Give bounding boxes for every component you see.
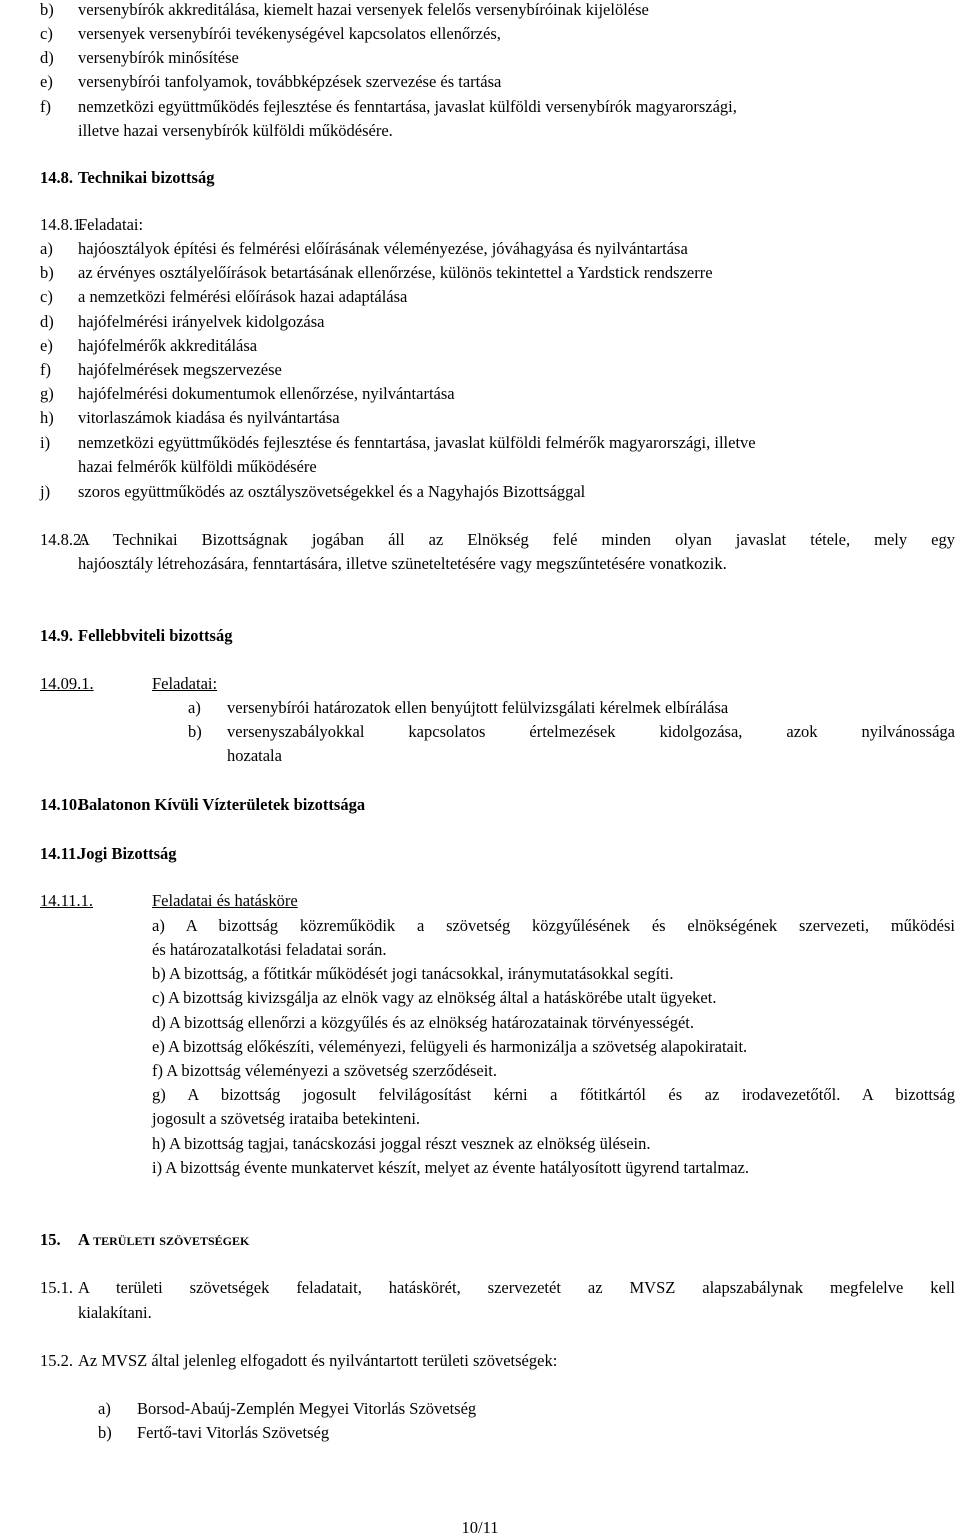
subsection-number: 14.8.1.: [40, 215, 86, 234]
paragraph-line: hajóosztály létrehozására, fenntartására, illetve szüneteltetésére vagy megszűntetésére vonatkozik.: [78, 554, 727, 573]
paragraph-line: d) A bizottság ellenőrzi a közgyűlés és az elnökség határozatainak törvényességét.: [152, 1013, 695, 1032]
list-item-text: hajófelmérési dokumentumok ellenőrzése, nyilvántartása: [78, 384, 455, 403]
list-item-text: hajófelmérési irányelvek kidolgozása: [78, 312, 325, 331]
list-label: a): [40, 239, 53, 258]
list-label: c): [40, 24, 53, 43]
list-label: a): [188, 698, 201, 717]
section-title: Jogi Bizottság: [78, 844, 177, 863]
section-title: A területi szövetségek: [78, 1230, 250, 1249]
subsection-title: Feladatai:: [78, 215, 144, 234]
list-label: e): [40, 336, 53, 355]
subsection-number: 14.09.1.: [40, 674, 94, 693]
list-label: i): [40, 433, 51, 452]
list-label: g): [40, 384, 54, 403]
list-item-text-continued: hazai felmérők külföldi működésére: [78, 457, 317, 476]
section-number: 14.10.: [40, 795, 82, 814]
list-item-text: hajóosztályok építési és felmérési előírásának véleményezése, jóváhagyása és nyilvántartása: [78, 239, 688, 258]
list-item-text: hajófelmérések megszervezése: [78, 360, 282, 379]
list-label: d): [40, 312, 54, 331]
list-label: b): [40, 0, 54, 19]
list-item-text: versenyek versenybírói tevékenységével kapcsolatos ellenőrzés,: [78, 24, 501, 43]
paragraph-line: g) A bizottság jogosult felvilágosítást kérni a főtitkártól és az irodavezetőtől. A bizottság: [152, 1085, 955, 1104]
paragraph-line: b) A bizottság, a főtitkár működését jogi tanácsokkal, iránymutatásokkal segíti.: [152, 964, 674, 983]
list-item-text-continued: hozatala: [227, 746, 282, 765]
list-item-text: a nemzetközi felmérési előírások hazai adaptálása: [78, 287, 408, 306]
paragraph-line: kialakítani.: [78, 1303, 152, 1322]
list-label: b): [188, 722, 202, 741]
subsection-number: 15.1.: [40, 1278, 73, 1297]
list-item-text: versenybírók minősítése: [78, 48, 239, 67]
section-title: Balatonon Kívüli Vízterületek bizottsága: [78, 795, 366, 814]
paragraph-line: c) A bizottság kivizsgálja az elnök vagy az elnökség által a hatáskörébe utalt ügyeket.: [152, 988, 717, 1007]
list-item-text: versenybírók akkreditálása, kiemelt hazai versenyek felelős versenybíróinak kijelölése: [78, 0, 649, 19]
list-label: b): [98, 1423, 112, 1442]
page-number: 10/11: [461, 1518, 499, 1537]
list-item-text: hajófelmérők akkreditálása: [78, 336, 258, 355]
list-item-text: nemzetközi együttműködés fejlesztése és fenntartása, javaslat külföldi felmérők magyarországi, illetve: [78, 433, 756, 452]
list-label: h): [40, 408, 54, 427]
section-number: 14.8.: [40, 168, 73, 187]
section-number: 15.: [40, 1230, 61, 1249]
list-label: d): [40, 48, 54, 67]
paragraph-line: jogosult a szövetség irataiba betekinteni.: [152, 1109, 421, 1128]
list-item-text: versenyszabályokkal kapcsolatos értelmezések kidolgozása, azok nyilvánossága: [227, 722, 955, 741]
section-number: 14.11.: [40, 844, 81, 863]
paragraph-line: és határozatalkotási feladatai során.: [152, 940, 387, 959]
list-item-text: nemzetközi együttműködés fejlesztése és fenntartása, javaslat külföldi versenybírók magyarországi,: [78, 97, 737, 116]
subsection-title: Feladatai és hatásköre: [152, 891, 298, 910]
list-item-text: Fertő-tavi Vitorlás Szövetség: [137, 1423, 330, 1442]
paragraph-line: e) A bizottság előkészíti, véleményezi, felügyeli és harmonizálja a szövetség alapokiratait.: [152, 1037, 748, 1056]
section-number: 14.9.: [40, 626, 73, 645]
list-label: j): [40, 482, 51, 501]
list-label: f): [40, 97, 51, 116]
paragraph-line: A területi szövetségek feladatait, hatáskörét, szervezetét az MVSZ alapszabálynak megfelelve kell: [78, 1278, 955, 1297]
paragraph-line: h) A bizottság tagjai, tanácskozási joggal részt vesznek az elnökség ülésein.: [152, 1134, 651, 1153]
paragraph-line: i) A bizottság évente munkatervet készít, melyet az évente hatályosított ügyrend tartalmaz.: [152, 1158, 749, 1177]
list-item-text: versenybírói tanfolyamok, továbbképzések szervezése és tartása: [78, 72, 502, 91]
subsection-number: 15.2.: [40, 1351, 73, 1370]
section-title: Fellebbviteli bizottság: [78, 626, 233, 645]
list-item-text: Borsod-Abaúj-Zemplén Megyei Vitorlás Szövetség: [137, 1399, 477, 1418]
list-item-text: az érvényes osztályelőírások betartásának ellenőrzése, különös tekintettel a Yardstick rendszerre: [78, 263, 713, 282]
list-label: b): [40, 263, 54, 282]
section-title: Technikai bizottság: [78, 168, 215, 187]
list-label: e): [40, 72, 53, 91]
subsection-title: Feladatai:: [152, 674, 218, 693]
paragraph-line: A Technikai Bizottságnak jogában áll az Elnökség felé minden olyan javaslat tétele, mely egy: [78, 530, 955, 549]
paragraph-line: a) A bizottság közreműködik a szövetség közgyűlésének és elnökségének szervezeti, működési: [152, 916, 955, 935]
subsection-number: 14.8.2.: [40, 530, 86, 549]
list-label: a): [98, 1399, 111, 1418]
list-item-text: versenybírói határozatok ellen benyújtott felülvizsgálati kérelmek elbírálása: [227, 698, 729, 717]
subsection-number: 14.11.1.: [40, 891, 94, 910]
list-label: c): [40, 287, 53, 306]
list-item-text: vitorlaszámok kiadása és nyilvántartása: [78, 408, 340, 427]
list-item-text: szoros együttműködés az osztályszövetségekkel és a Nagyhajós Bizottsággal: [78, 482, 586, 501]
list-label: f): [40, 360, 51, 379]
list-item-text-continued: illetve hazai versenybírók külföldi működésére.: [78, 121, 393, 140]
paragraph-line: f) A bizottság véleményezi a szövetség szerződéseit.: [152, 1061, 497, 1080]
paragraph-line: Az MVSZ által jelenleg elfogadott és nyilvántartott területi szövetségek:: [78, 1351, 558, 1370]
